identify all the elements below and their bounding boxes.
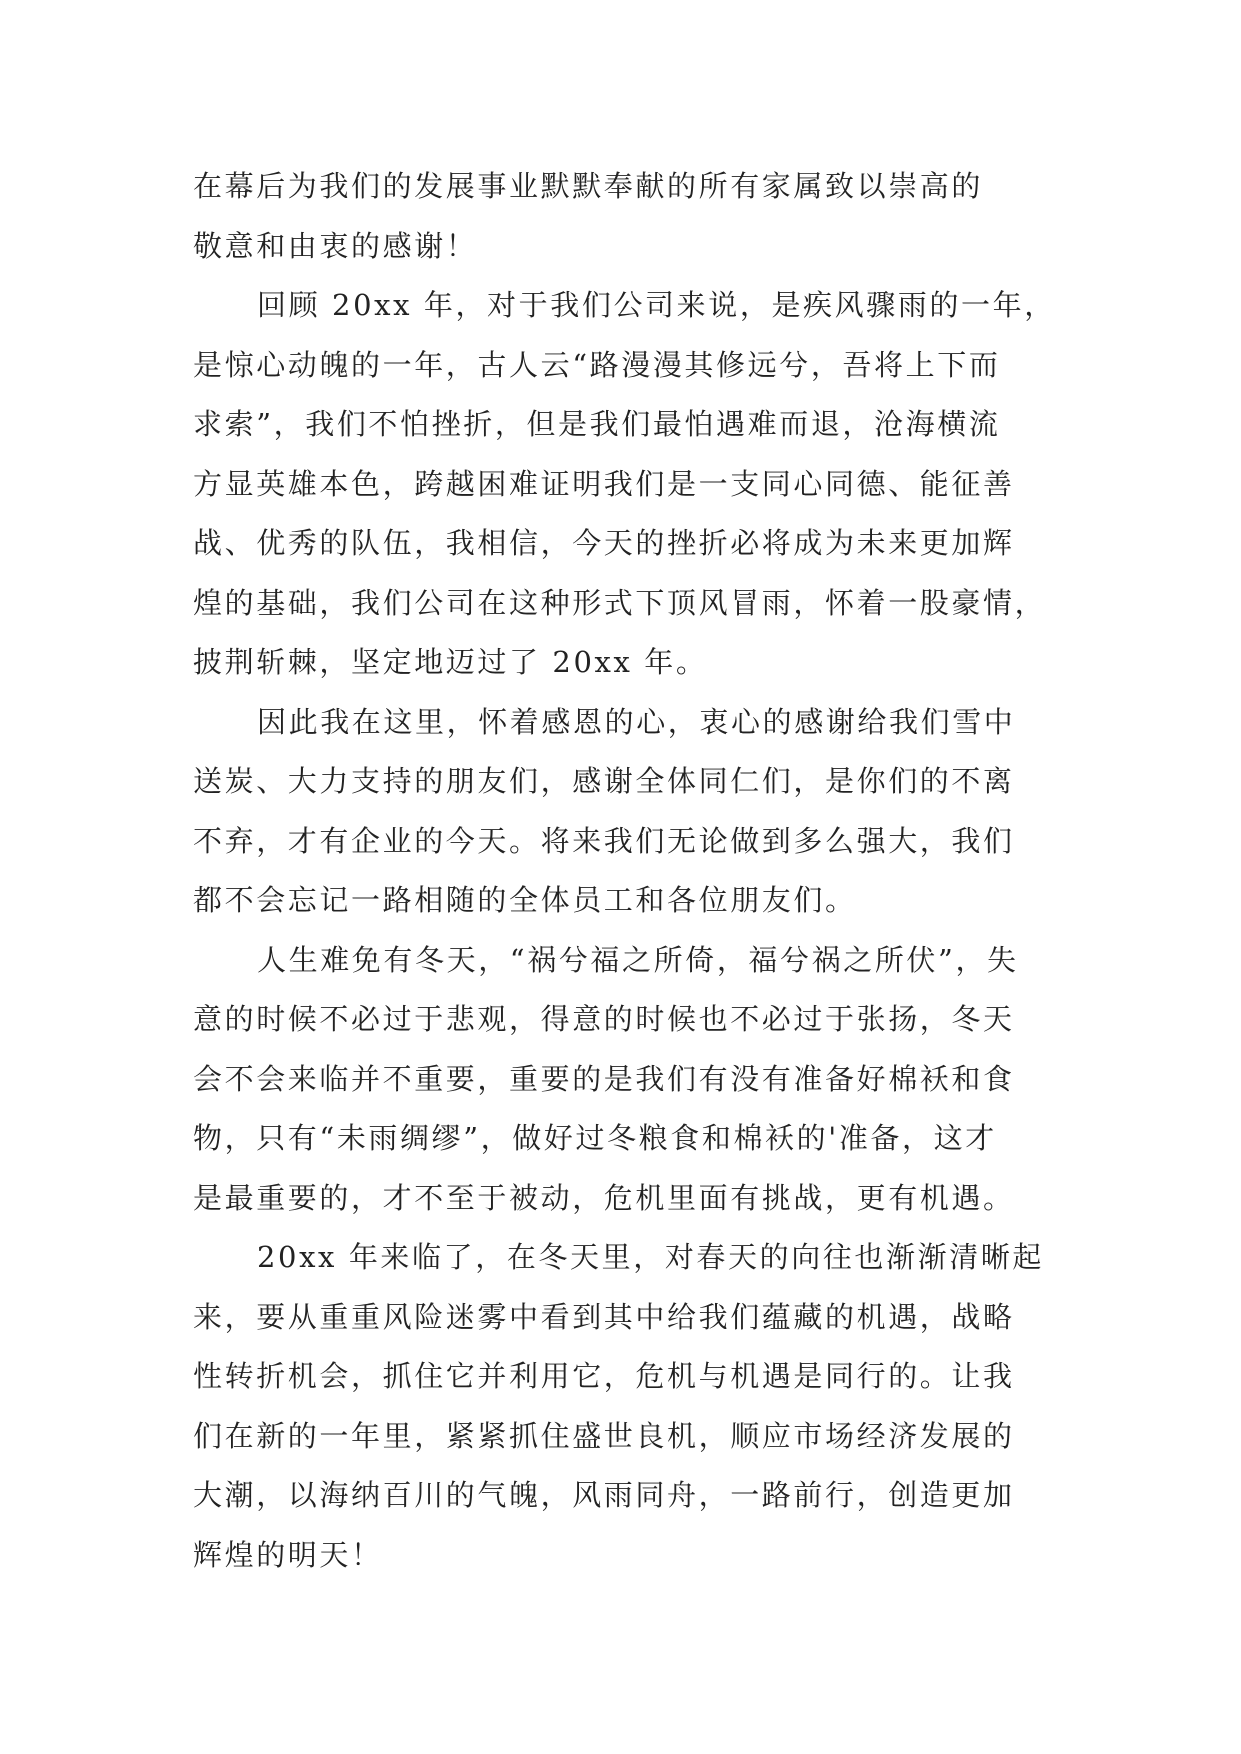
text-line: 都不会忘记一路相随的全体员工和各位朋友们。 xyxy=(193,883,857,917)
text-line: 敬意和由衷的感谢！ xyxy=(193,228,478,263)
text-line: 20xx 年来临了，在冬天里，对春天的向往也渐渐清晰起 xyxy=(257,1240,1045,1274)
text-line: 在幕后为我们的发展事业默默奉献的所有家属致以崇高的 xyxy=(193,169,984,203)
document-body xyxy=(193,157,1073,1585)
text-line: 意的时候不必过于悲观，得意的时候也不必过于张扬，冬天 xyxy=(193,1002,1015,1036)
text-line: 送炭、大力支持的朋友们，感谢全体同仁们，是你们的不离 xyxy=(193,764,1015,798)
text-line: 辉煌的明天！ xyxy=(193,1537,383,1572)
text-line: 大潮，以海纳百川的气魄，风雨同舟，一路前行，创造更加 xyxy=(193,1478,1015,1512)
text-line: 们在新的一年里，紧紧抓住盛世良机，顺应市场经济发展的 xyxy=(193,1418,1015,1453)
text-line: 回顾 20xx 年，对于我们公司来说，是疾风骤雨的一年， xyxy=(257,288,1056,322)
text-line: 物，只有“未雨绸缪”，做好过冬粮食和棉袄的'准备，这才 xyxy=(193,1121,997,1155)
text-line: 方显英雄本色，跨越困难证明我们是一支同心同德、能征善 xyxy=(193,466,1015,501)
text-line: 人生难免有冬天，“祸兮福之所倚，福兮祸之所伏”，失 xyxy=(257,942,1019,977)
text-line: 会不会来临并不重要，重要的是我们有没有准备好棉袄和食 xyxy=(193,1061,1015,1096)
text-line: 来，要从重重风险迷雾中看到其中给我们蕴藏的机遇，战略 xyxy=(193,1299,1015,1334)
text-line: 战、优秀的队伍，我相信，今天的挫折必将成为未来更加辉 xyxy=(193,526,1015,560)
text-line: 煌的基础，我们公司在这种形式下顶风冒雨，怀着一股豪情， xyxy=(193,585,1047,620)
text-line: 是惊心动魄的一年，古人云“路漫漫其修远兮，吾将上下而 xyxy=(193,347,1001,382)
text-line: 不弃，才有企业的今天。将来我们无论做到多么强大，我们 xyxy=(193,823,1015,858)
text-line: 披荆斩棘，坚定地迈过了 20xx 年。 xyxy=(193,645,708,679)
text-line: 因此我在这里，怀着感恩的心，衷心的感谢给我们雪中 xyxy=(257,704,1016,739)
text-line: 求索”，我们不怕挫折，但是我们最怕遇难而退，沧海横流 xyxy=(193,407,1001,441)
text-line: 性转折机会，抓住它并利用它，危机与机遇是同行的。让我 xyxy=(193,1359,1015,1393)
text-line: 是最重要的，才不至于被动，危机里面有挑战，更有机遇。 xyxy=(193,1180,1015,1215)
